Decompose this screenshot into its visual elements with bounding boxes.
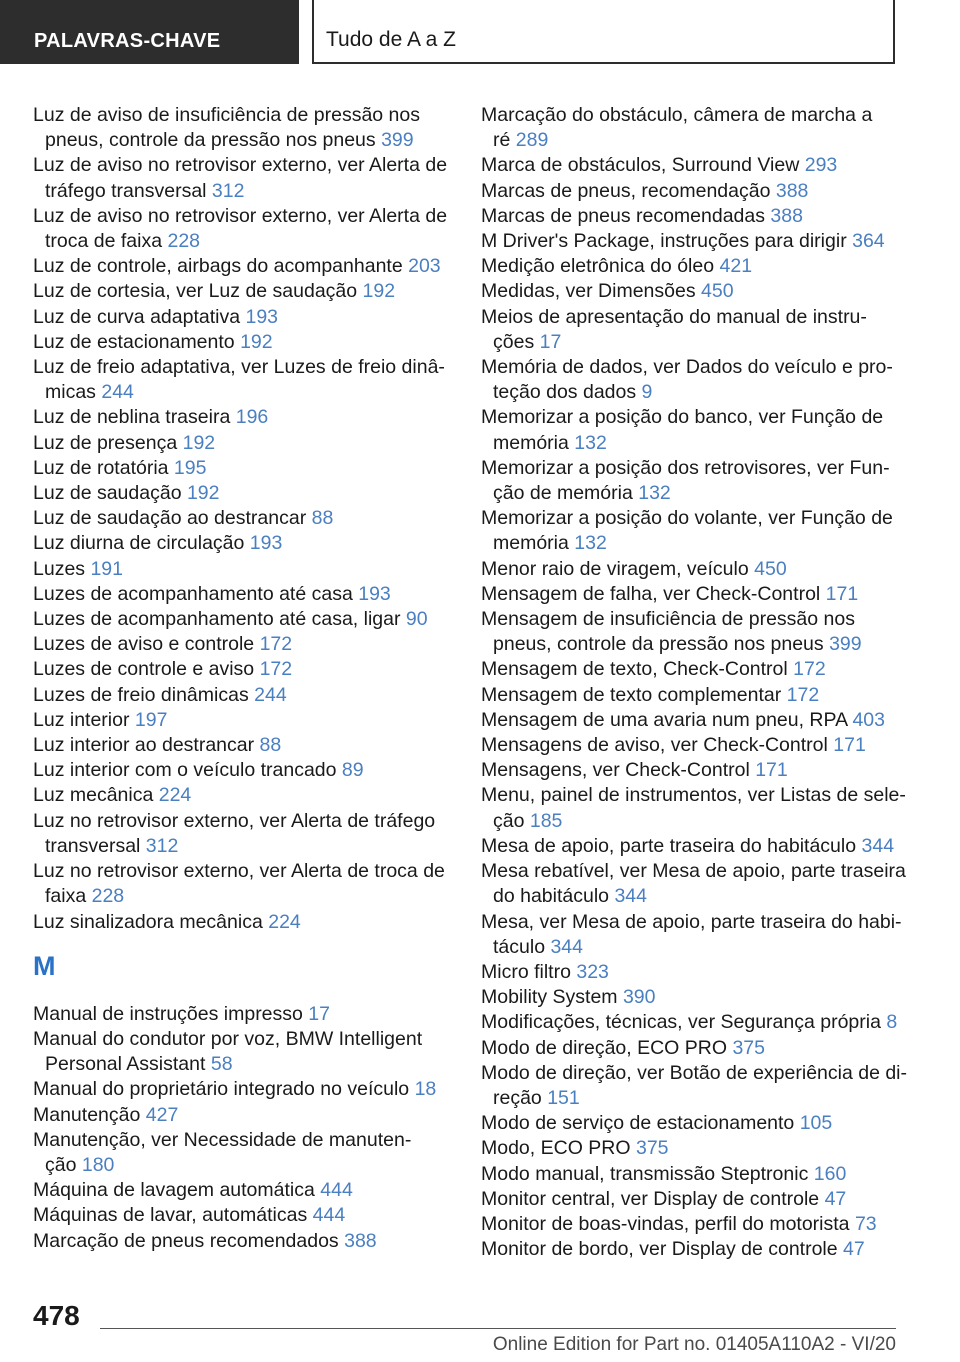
- index-entry: [33, 758, 445, 783]
- index-entry-text: transversal: [45, 834, 146, 857]
- index-entry-text: Luz de saudação: [33, 482, 187, 505]
- page-reference-link[interactable]: 193: [249, 532, 283, 555]
- index-entry: [33, 254, 445, 279]
- index-entry: [481, 758, 901, 783]
- index-entry: [481, 153, 901, 178]
- index-entry: [481, 1187, 901, 1212]
- index-entry-text: Luz de freio adaptativa, ver Luzes de freio dinâ-: [33, 356, 445, 379]
- index-entry: [481, 834, 901, 859]
- page-reference-link[interactable]: 427: [145, 1103, 179, 1126]
- index-entry-text: Mensagens, ver Check-Control: [481, 759, 756, 782]
- index-entry: [33, 859, 445, 909]
- index-entry: [481, 557, 901, 582]
- page-reference-link[interactable]: 171: [755, 759, 788, 782]
- index-entry: [481, 1136, 901, 1161]
- index-entry-text: Luzes de acompanhamento até casa, ligar: [33, 608, 406, 631]
- page-reference-link[interactable]: 224: [268, 910, 301, 933]
- index-entry-text: Modo, ECO PRO: [481, 1137, 636, 1160]
- index-entry-text: ré: [493, 129, 516, 152]
- index-entry-text: troca de faixa: [45, 230, 168, 253]
- page-reference-link[interactable]: 172: [259, 633, 293, 656]
- page-reference-link[interactable]: 375: [635, 1137, 669, 1160]
- page-reference-link[interactable]: 192: [240, 330, 273, 353]
- index-entry-text: Monitor de bordo, ver Display de controle: [481, 1238, 844, 1261]
- index-entry: [481, 607, 901, 657]
- index-entry: [481, 859, 906, 909]
- index-entry: [33, 1128, 445, 1178]
- index-entry-text: Máquinas de lavar, automáticas: [33, 1204, 313, 1227]
- index-entry: [33, 1002, 445, 1027]
- index-entry: [33, 582, 445, 607]
- index-entry: [33, 632, 445, 657]
- page-reference-link[interactable]: 9: [641, 381, 653, 404]
- page-reference-link[interactable]: 195: [173, 456, 207, 479]
- index-entry-text: tráfego transversal: [45, 179, 212, 202]
- index-entry-text: Luz de saudação ao destrancar: [33, 507, 312, 530]
- index-entry: [33, 557, 445, 582]
- page-reference-link[interactable]: 17: [308, 1002, 330, 1025]
- page-reference-link[interactable]: 312: [145, 834, 179, 857]
- index-entry-text: M Driver's Package, instruções para dirigir: [481, 230, 853, 253]
- index-entry-text: Luz diurna de circulação: [33, 532, 250, 555]
- page-reference-link[interactable]: 192: [362, 280, 396, 303]
- page-reference-link[interactable]: 192: [186, 482, 220, 505]
- index-entry-text: memória: [493, 431, 575, 454]
- index-entry-text: Mobility System: [481, 986, 623, 1009]
- index-entry-text: Meios de apresentação do manual de instru-: [481, 305, 867, 328]
- index-column-left: [33, 103, 448, 1254]
- index-entry: [481, 1237, 901, 1262]
- index-entry-text: Marcas de pneus, recomendação: [481, 179, 776, 202]
- index-entry: [33, 279, 445, 304]
- page-reference-link[interactable]: 399: [829, 633, 862, 656]
- index-entry-text: Menor raio de viragem, veículo: [481, 557, 755, 580]
- index-entry: [33, 531, 445, 556]
- index-entry-text: Modo manual, transmissão Steptronic: [481, 1162, 814, 1185]
- page-reference-link[interactable]: 89: [341, 759, 364, 782]
- index-entry: [33, 733, 445, 758]
- index-entry-text: Mensagem de insuficiência de pressão nos: [481, 608, 855, 631]
- index-entry-text: Memorizar a posição do volante, ver Função de: [481, 507, 893, 530]
- index-entry: [481, 204, 901, 229]
- index-entry-text: Mesa rebatível, ver Mesa de apoio, parte traseira: [481, 860, 906, 883]
- index-entry: [481, 229, 901, 254]
- index-entry: [33, 657, 445, 682]
- index-entry-text: Manutenção: [33, 1103, 146, 1126]
- index-entry: [33, 708, 445, 733]
- index-entry: [481, 355, 901, 405]
- page-reference-link[interactable]: 180: [81, 1153, 115, 1176]
- index-entry: [33, 506, 445, 531]
- index-entry-text: ção: [493, 809, 530, 832]
- index-entry-text: pneus, controle da pressão nos pneus: [493, 633, 830, 656]
- index-entry: [33, 153, 448, 203]
- index-entry: [481, 1111, 901, 1136]
- index-entry-text: Luz de controle, airbags do acompanhante: [33, 255, 409, 278]
- page-reference-link[interactable]: 160: [813, 1162, 847, 1185]
- index-entry-text: micas: [45, 381, 102, 404]
- index-entry: [481, 279, 901, 304]
- index-entry-text: Luz de estacionamento: [33, 330, 241, 353]
- index-entry-text: faixa: [45, 885, 92, 908]
- page-reference-link[interactable]: 344: [861, 834, 895, 857]
- index-entry: [33, 305, 445, 330]
- index-column-right: [481, 103, 908, 1262]
- index-entry-text: Luzes de controle e aviso: [33, 658, 260, 681]
- index-entry: [481, 985, 901, 1010]
- index-entry-text: Marcação do obstáculo, câmera de marcha a: [481, 104, 873, 126]
- index-entry: [33, 1103, 445, 1128]
- page-reference-link[interactable]: 90: [405, 608, 428, 631]
- page-reference-link[interactable]: 203: [408, 255, 441, 278]
- page-reference-link[interactable]: 421: [719, 255, 753, 278]
- index-entry: [481, 582, 901, 607]
- index-entry: [33, 405, 445, 430]
- index-entry-text: pneus, controle da pressão nos pneus: [45, 129, 382, 152]
- index-entry-text: Mensagem de texto, Check-Control: [481, 658, 794, 681]
- index-entry: [33, 204, 448, 254]
- index-entry-text: Monitor de boas-vindas, perfil do motorista: [481, 1212, 855, 1235]
- page-reference-link[interactable]: 8: [886, 1011, 898, 1034]
- index-entry-text: Luz mecânica: [33, 784, 159, 807]
- page-reference-link[interactable]: 18: [414, 1078, 437, 1101]
- index-entry: [33, 1203, 445, 1228]
- page-reference-link[interactable]: 172: [786, 683, 820, 706]
- page-reference-link[interactable]: 172: [793, 658, 826, 681]
- index-list-l: [33, 103, 448, 935]
- page-reference-link[interactable]: 244: [101, 381, 134, 404]
- index-entry: [33, 1178, 445, 1203]
- page-header-title: Tudo de A a Z: [312, 0, 895, 64]
- page-reference-link[interactable]: 403: [852, 708, 885, 731]
- index-entry-text: Luz de aviso no retrovisor externo, ver Alerta de: [33, 204, 448, 227]
- page-reference-link[interactable]: 450: [701, 280, 734, 303]
- index-entry-text: Luz de cortesia, ver Luz de saudação: [33, 280, 363, 303]
- index-entry-text: reção: [493, 1086, 548, 1109]
- index-entry: [481, 708, 901, 733]
- index-entry: [33, 1027, 445, 1077]
- index-entry: [481, 1162, 901, 1187]
- index-entry-text: Luz sinalizadora mecânica: [33, 910, 269, 933]
- index-entry-text: memória: [493, 532, 575, 555]
- page-reference-link[interactable]: 228: [91, 885, 125, 908]
- index-entry-text: Mensagem de falha, ver Check-Control: [481, 582, 826, 605]
- index-entry-text: Luz de presença: [33, 431, 183, 454]
- index-entry: [33, 910, 445, 935]
- index-entry-text: Memorizar a posição do banco, ver Função de: [481, 406, 884, 429]
- index-entry-text: teção dos dados: [493, 381, 642, 404]
- index-entry: [481, 1212, 901, 1237]
- index-entry: [33, 330, 445, 355]
- index-entry: [33, 809, 445, 859]
- index-entry-text: Monitor central, ver Display de controle: [481, 1187, 825, 1210]
- footer-edition: Online Edition for Part no. 01405A110A2 - VI/20: [492, 1334, 896, 1355]
- page-reference-link[interactable]: 132: [638, 482, 671, 505]
- page-reference-link[interactable]: 196: [235, 406, 269, 429]
- page-reference-link[interactable]: 193: [245, 305, 279, 328]
- index-entry-text: ção de memória: [493, 482, 639, 505]
- index-entry: [481, 657, 901, 682]
- page-reference-link[interactable]: 132: [574, 431, 607, 454]
- page-reference-link[interactable]: 444: [320, 1179, 353, 1202]
- footer-rule: [100, 1328, 896, 1329]
- index-entry-text: Luz no retrovisor externo, ver Alerta de tráfego: [33, 809, 436, 832]
- page-reference-link[interactable]: 47: [824, 1187, 847, 1210]
- index-entry-text: Luz interior ao destrancar: [33, 734, 260, 757]
- page-reference-link[interactable]: 132: [574, 532, 607, 555]
- index-entry-text: Modo de serviço de estacionamento: [481, 1112, 800, 1135]
- page-reference-link[interactable]: 224: [158, 784, 192, 807]
- page-reference-link[interactable]: 191: [90, 557, 123, 580]
- index-entry: [33, 103, 445, 153]
- index-entry-text: Manual do proprietário integrado no veículo: [33, 1078, 415, 1101]
- index-entry: [481, 305, 901, 355]
- page-reference-link[interactable]: 375: [732, 1036, 765, 1059]
- index-entry-text: ções: [493, 330, 540, 353]
- index-entry: [33, 1229, 445, 1254]
- index-entry-text: Luz de aviso no retrovisor externo, ver Alerta de: [33, 154, 448, 177]
- index-entry: [33, 1077, 445, 1102]
- index-entry-text: Luz interior: [33, 708, 135, 731]
- page-reference-link[interactable]: 390: [622, 986, 656, 1009]
- index-entry: [481, 405, 901, 455]
- page-reference-link[interactable]: 444: [312, 1204, 346, 1227]
- index-entry: [33, 431, 445, 456]
- page-reference-link[interactable]: 244: [254, 683, 287, 706]
- index-entry: [33, 355, 445, 405]
- page-reference-link[interactable]: 323: [576, 960, 609, 983]
- index-list-right: [481, 103, 908, 1262]
- page-reference-link[interactable]: 192: [182, 431, 216, 454]
- index-entry: [481, 103, 901, 153]
- index-entry-text: Micro filtro: [481, 960, 577, 983]
- index-entry-text: Medição eletrônica do óleo: [481, 255, 720, 278]
- index-entry: [481, 910, 901, 960]
- index-entry: [33, 683, 445, 708]
- index-entry-text: Marcas de pneus recomendadas: [481, 204, 771, 227]
- page-reference-link[interactable]: 344: [550, 935, 583, 958]
- index-entry: [33, 481, 445, 506]
- index-entry: [481, 683, 901, 708]
- index-entry-text: Luz no retrovisor externo, ver Alerta de troca de: [33, 860, 445, 883]
- page-reference-link[interactable]: 105: [799, 1112, 833, 1135]
- index-entry-text: Memorizar a posição dos retrovisores, ver Fun-: [481, 456, 890, 479]
- index-entry: [481, 1036, 901, 1061]
- index-entry: [481, 456, 901, 506]
- page-reference-link[interactable]: 47: [843, 1238, 865, 1261]
- section-tab: PALAVRAS-CHAVE: [0, 0, 299, 64]
- index-entry-text: Personal Assistant: [45, 1053, 211, 1076]
- index-entry-text: Luzes de freio dinâmicas: [33, 683, 255, 706]
- page-reference-link[interactable]: 58: [210, 1053, 233, 1076]
- page-reference-link[interactable]: 364: [852, 230, 885, 253]
- index-entry-text: do habitáculo: [493, 885, 615, 908]
- index-entry: [481, 506, 901, 556]
- index-entry-text: Mensagem de texto complementar: [481, 683, 787, 706]
- index-entry-text: Luz de neblina traseira: [33, 406, 236, 429]
- index-entry: [33, 607, 445, 632]
- index-entry-text: Medidas, ver Dimensões: [481, 280, 702, 303]
- index-entry: [481, 733, 901, 758]
- index-entry: [33, 456, 445, 481]
- page-reference-link[interactable]: 399: [381, 129, 414, 152]
- page-number: 478: [33, 1300, 80, 1331]
- page-reference-link[interactable]: 289: [515, 129, 549, 152]
- page-reference-link[interactable]: 151: [547, 1086, 580, 1109]
- index-entry-text: Máquina de lavagem automática: [33, 1179, 321, 1202]
- page-reference-link[interactable]: 228: [167, 230, 201, 253]
- index-entry-text: Memória de dados, ver Dados do veículo e pro-: [481, 356, 893, 379]
- index-entry: [481, 1061, 908, 1111]
- index-entry: [481, 1010, 901, 1035]
- index-list-m: [33, 1002, 445, 1254]
- section-letter: M: [33, 950, 56, 981]
- page-reference-link[interactable]: 185: [529, 809, 563, 832]
- index-entry: [481, 960, 901, 985]
- page-reference-link[interactable]: 171: [825, 582, 859, 605]
- index-entry-text: Marcação de pneus recomendados: [33, 1229, 345, 1252]
- page-reference-link[interactable]: 88: [311, 507, 334, 530]
- page-reference-link[interactable]: 344: [614, 885, 647, 908]
- index-entry-text: táculo: [493, 935, 551, 958]
- index-entry-text: Luzes de acompanhamento até casa: [33, 582, 359, 605]
- index-entry-text: Mesa de apoio, parte traseira do habitáculo: [481, 834, 862, 857]
- index-entry-text: Mesa, ver Mesa de apoio, parte traseira do habi-: [481, 910, 902, 933]
- page-reference-link[interactable]: 388: [770, 204, 803, 227]
- page-reference-link[interactable]: 17: [539, 330, 562, 353]
- index-entry-text: Mensagens de aviso, ver Check-Control: [481, 734, 834, 757]
- index-entry: [481, 179, 901, 204]
- index-entry: [481, 783, 906, 833]
- page-reference-link[interactable]: 171: [833, 734, 866, 757]
- index-entry-text: Marca de obstáculos, Surround View: [481, 154, 805, 177]
- index-entry-text: Luz de rotatória: [33, 456, 174, 479]
- index-entry-text: Mensagem de uma avaria num pneu, RPA: [481, 708, 853, 731]
- index-entry-text: Luz de curva adaptativa: [33, 305, 246, 328]
- index-entry-text: Luzes: [33, 557, 91, 580]
- page-reference-link[interactable]: 172: [259, 658, 293, 681]
- index-entry-text: Modo de direção, ECO PRO: [481, 1036, 733, 1059]
- index-entry-text: Menu, painel de instrumentos, ver Listas de sele-: [481, 784, 906, 807]
- page-reference-link[interactable]: 88: [259, 734, 282, 757]
- page-reference-link[interactable]: 193: [358, 582, 391, 605]
- index-entry: [33, 783, 445, 808]
- index-entry: [481, 254, 901, 279]
- page-reference-link[interactable]: 197: [134, 708, 168, 731]
- index-entry-text: Luz interior com o veículo trancado: [33, 759, 342, 782]
- page-reference-link[interactable]: 450: [754, 557, 787, 580]
- page-reference-link[interactable]: 293: [804, 154, 838, 177]
- page-reference-link[interactable]: 388: [775, 179, 809, 202]
- index-entry-text: Luz de aviso de insuficiência de pressão nos: [33, 104, 420, 126]
- index-entry-text: Manual de instruções impresso: [33, 1002, 309, 1025]
- index-entry-text: ção: [45, 1153, 82, 1176]
- index-entry-text: Manutenção, ver Necessidade de manuten-: [33, 1128, 412, 1151]
- index-entry-text: Manual do condutor por voz, BMW Intelligent: [33, 1027, 423, 1050]
- page-reference-link[interactable]: 312: [211, 179, 245, 202]
- index-entry-text: Luzes de aviso e controle: [33, 633, 260, 656]
- page-reference-link[interactable]: 73: [854, 1212, 877, 1235]
- page-reference-link[interactable]: 388: [344, 1229, 377, 1252]
- index-entry-text: Modo de direção, ver Botão de experiência de di-: [481, 1061, 908, 1084]
- index-entry-text: Modificações, técnicas, ver Segurança própria: [481, 1011, 887, 1034]
